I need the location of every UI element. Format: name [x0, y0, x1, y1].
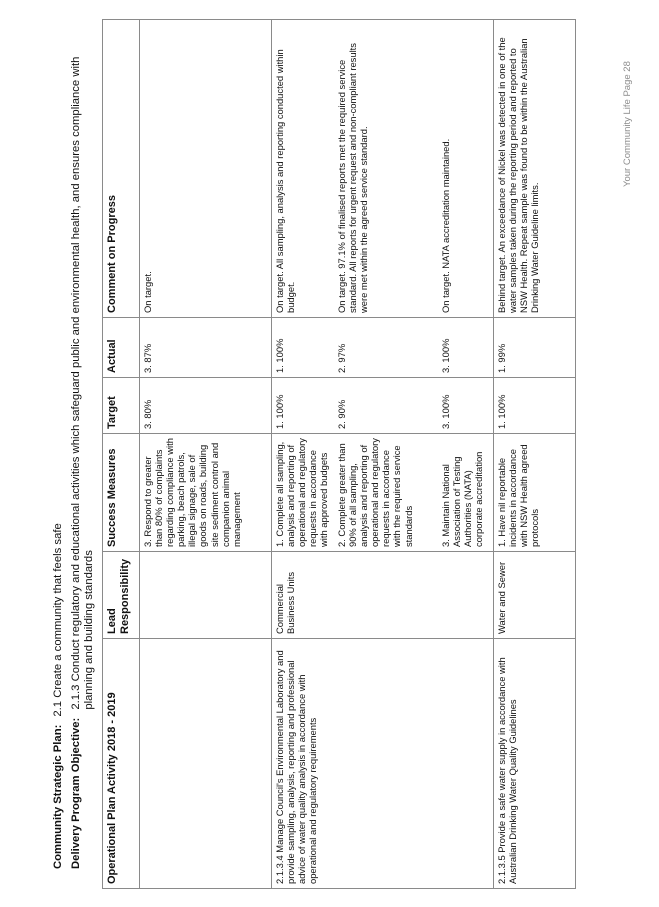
- table-header-row: [103, 20, 140, 889]
- actual-cell: [272, 318, 494, 378]
- measures-cell: [494, 434, 576, 552]
- dpo-label: Delivery Program Objective:: [70, 717, 82, 869]
- activity-cell: [140, 639, 272, 889]
- page-header: [52, 49, 101, 869]
- page-footer: Your Community Life Page 28: [622, 61, 633, 187]
- target-item: 2. 90%: [336, 399, 347, 429]
- header-lead: Lead Responsibility: [103, 552, 140, 639]
- comment-item: On target. NATA accreditation maintained.: [440, 138, 451, 313]
- measure-item: 3. Maintain National Association of Testing Authorities (NATA) corporate accreditation: [440, 451, 485, 547]
- comment-item: On target. All sampling, analysis and reporting conducted within budget.: [274, 49, 297, 313]
- activity-cell: 2.1.3.4 Manage Council's Environmental Laboratory and provide sampling, analysis, reporting and professional advice of water quality analysis in accordance with operational and regulatory requirements: [272, 639, 494, 889]
- target-cell: [140, 378, 272, 434]
- actual-item: 3. 100%: [440, 338, 451, 373]
- actual-item: 2. 97%: [336, 343, 347, 373]
- header-target: Target: [103, 378, 140, 434]
- measure-item: 1. Complete all sampling, analysis and reporting of operational and regulatory requests in accordance with approved budgets: [274, 438, 330, 547]
- plan-table-wrapper: [102, 19, 576, 889]
- target-cell: [494, 378, 576, 434]
- dpo-row: [70, 49, 96, 869]
- comment-cell: [140, 20, 272, 318]
- target-cell: [272, 378, 494, 434]
- measure-item: 2. Complete greater than 90% of all sampling, analysis and reporting of operational and regulatory requests in accordance with the required service standards: [336, 438, 414, 547]
- comment-item: Behind target. An exceedance of Nickel was detected in one of the water samples taken during the reporting period and reported to NSW Health. Repeat sample was found to be within the Australian Drinking Water Guideline limits.: [496, 37, 541, 313]
- header-comment: Comment on Progress: [103, 20, 140, 318]
- target-item: 3. 80%: [142, 399, 153, 429]
- target-item: 1. 100%: [496, 394, 507, 429]
- activity-cell: 2.1.3.5 Provide a safe water supply in accordance with Australian Drinking Water Quality Guidelines: [494, 639, 576, 889]
- header-activity: Operational Plan Activity 2018 - 2019: [103, 639, 140, 889]
- target-item: 3. 100%: [440, 394, 451, 429]
- comment-item: On target.: [142, 271, 153, 313]
- header-measures: Success Measures: [103, 434, 140, 552]
- csp-label: Community Strategic Plan:: [52, 724, 64, 869]
- header-actual: Actual: [103, 318, 140, 378]
- actual-cell: [140, 318, 272, 378]
- actual-cell: [494, 318, 576, 378]
- actual-item: 3. 87%: [142, 343, 153, 373]
- lead-cell: Commercial Business Units: [272, 552, 494, 639]
- actual-item: 1. 99%: [496, 343, 507, 373]
- table-row: [140, 20, 272, 889]
- comment-cell: [494, 20, 576, 318]
- comment-cell: [272, 20, 494, 318]
- measure-item: 1. Have nil reportable incidents in accordance with NSW Health agreed protocols: [496, 444, 541, 547]
- plan-table: [102, 19, 576, 889]
- csp-value: 2.1 Create a community that feels safe: [52, 523, 64, 717]
- lead-cell: [140, 552, 272, 639]
- measures-cell: [140, 434, 272, 552]
- measure-item: 3. Respond to greater than 80% of complaints regarding compliance with parking, beach patrols, illegal signage, sale of goods on roads, building site sediment control and companion animal management: [142, 438, 242, 547]
- dpo-value: 2.1.3 Conduct regulatory and educational activities which safeguard public and environmental health, and ensures compliance with planning and building standards: [70, 56, 95, 710]
- table-row: [272, 20, 494, 889]
- actual-item: 1. 100%: [274, 338, 285, 373]
- lead-cell: Water and Sewer: [494, 552, 576, 639]
- comment-item: On target. 97.1% of finalised reports met the required service standard. All reports for urgent request and non-compliant results were met within the agreed service standard.: [336, 43, 370, 313]
- measures-cell: [272, 434, 494, 552]
- csp-row: [52, 49, 65, 869]
- table-row: [494, 20, 576, 889]
- target-item: 1. 100%: [274, 394, 285, 429]
